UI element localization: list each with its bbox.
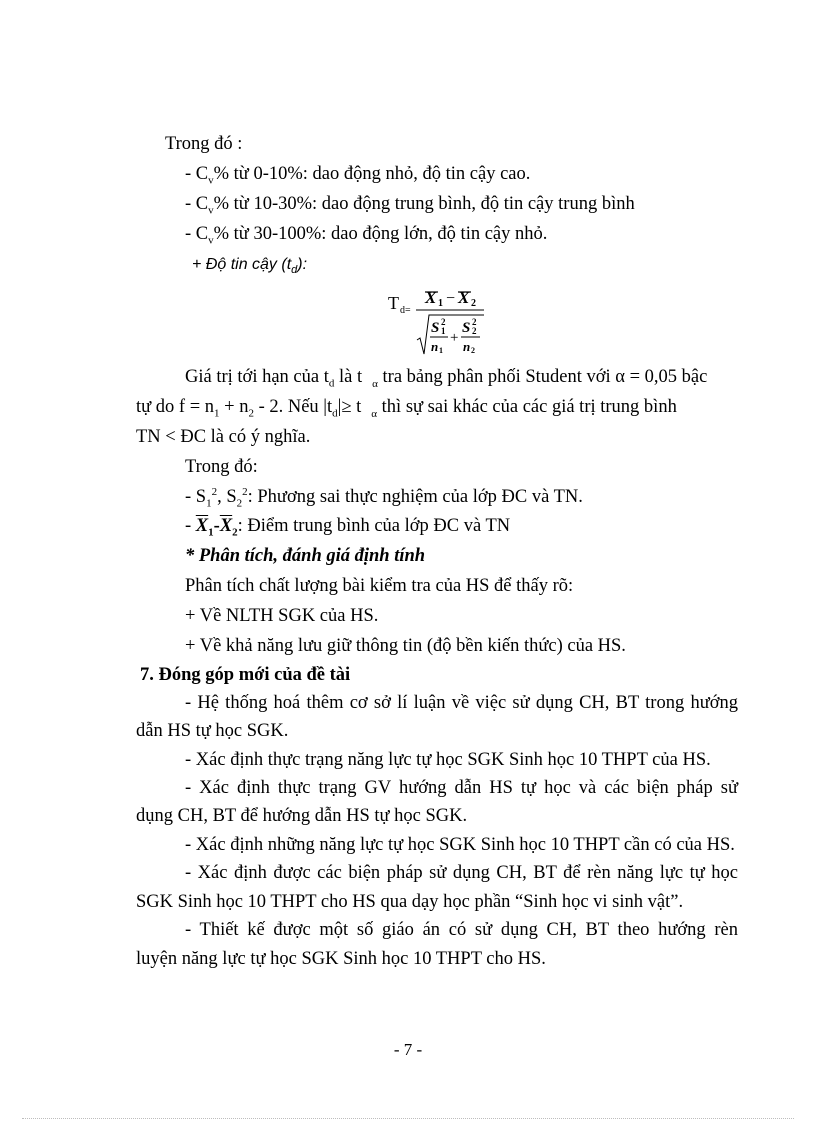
- svg-text:T: T: [388, 293, 399, 313]
- critical-line-2: tự do $f = n_1 + n_2 - 2$. Nếu $|t_d|\ge t$ $_\alpha$ thì sự sai khác của các giá trị trung bình: [136, 397, 677, 420]
- qualitative-intro: Phân tích chất lượng bài kiểm tra của HS để thấy rõ:: [185, 576, 574, 596]
- svg-text:1: 1: [439, 346, 443, 355]
- contribution-4: - Xác định những năng lực tự học SGK Sinh học 10 THPT cần có của HS.: [185, 835, 735, 855]
- where-text: Trong đó:: [185, 457, 258, 477]
- qualitative-heading: * Phân tích, đánh giá định tính: [185, 546, 426, 566]
- svg-text:2: 2: [471, 346, 475, 355]
- qualitative-item-2: + Về khả năng lưu giữ thông tin (độ bền kiến thức) của HS.: [185, 636, 626, 656]
- section-7-title: 7. Đóng góp mới của đề tài: [140, 665, 351, 685]
- contribution-2: - Xác định thực trạng năng lực tự học SGK Sinh học 10 THPT của HS.: [185, 750, 711, 770]
- page-number: - 7 -: [393, 1040, 423, 1059]
- contribution-3-line-1: - Xác định thực trạng GV hướng dẫn HS tự học và các biện pháp sử: [185, 778, 738, 798]
- svg-text:−: −: [446, 290, 456, 307]
- critical-line-3: TN < ĐC là có ý nghĩa.: [136, 427, 311, 447]
- cv-item-3: - $C_v\%$ từ 30-100%: dao động lớn, độ tin cậy nhỏ.: [185, 224, 548, 247]
- svg-text:d=: d=: [400, 305, 411, 316]
- svg-text:+: +: [450, 330, 459, 346]
- svg-text:X: X: [425, 288, 437, 307]
- svg-text:S: S: [462, 320, 471, 336]
- contribution-6-line-1: - Thiết kế được một số giáo án có sử dụng CH, BT theo hướng rèn: [185, 920, 738, 940]
- svg-text:2: 2: [472, 317, 477, 327]
- svg-text:1: 1: [441, 326, 446, 336]
- svg-text:2: 2: [441, 317, 446, 327]
- cv-item-1: - $C_v\%$ từ 0-10%: dao động nhỏ, độ tin cậy cao.: [185, 164, 531, 187]
- svg-text:2: 2: [471, 298, 476, 309]
- mean-item: - $\overline{X}_1-\overline{X}_2$: Điểm trung bình của lớp ĐC và TN: [185, 516, 511, 539]
- contribution-1-line-2: dẫn HS tự học SGK.: [136, 721, 289, 741]
- svg-text:S: S: [431, 320, 440, 336]
- contribution-5-line-1: - Xác định được các biện pháp sử dụng CH, BT để rèn năng lực tự học: [185, 863, 738, 883]
- page-bottom-divider: [22, 1118, 794, 1119]
- critical-line-1: Giá trị tới hạn của $t_d$ là t $_\alpha$ tra bảng phân phối Student với α = 0,05 bậc: [185, 367, 708, 390]
- variance-item: - $S_1^2$, $S_2^2$: Phương sai thực nghiệm của lớp ĐC và TN.: [185, 485, 583, 510]
- t-test-formula: [388, 284, 498, 356]
- intro-text: Trong đó :: [165, 134, 243, 154]
- cv-item-2: - $C_v\%$ từ 10-30%: dao động trung bình, độ tin cậy trung bình: [185, 194, 635, 217]
- contribution-3-line-2: dụng CH, BT để hướng dẫn HS tự học SGK.: [136, 806, 468, 826]
- svg-text:n: n: [431, 339, 439, 354]
- svg-text:2: 2: [472, 326, 477, 336]
- svg-text:X: X: [458, 288, 470, 307]
- svg-text:1: 1: [438, 298, 443, 309]
- svg-text:n: n: [463, 339, 471, 354]
- contribution-1-line-1: - Hệ thống hoá thêm cơ sở lí luận về việc sử dụng CH, BT trong hướng: [185, 693, 738, 713]
- reliability-heading: + Độ tin cậy $(t_d)$:: [192, 256, 308, 277]
- contribution-5-line-2: SGK Sinh học 10 THPT cho HS qua dạy học phần “Sinh học vi sinh vật”.: [136, 892, 684, 912]
- contribution-6-line-2: luyện năng lực tự học SGK Sinh học 10 THPT cho HS.: [136, 949, 546, 969]
- qualitative-item-1: + Về NLTH SGK của HS.: [185, 606, 379, 626]
